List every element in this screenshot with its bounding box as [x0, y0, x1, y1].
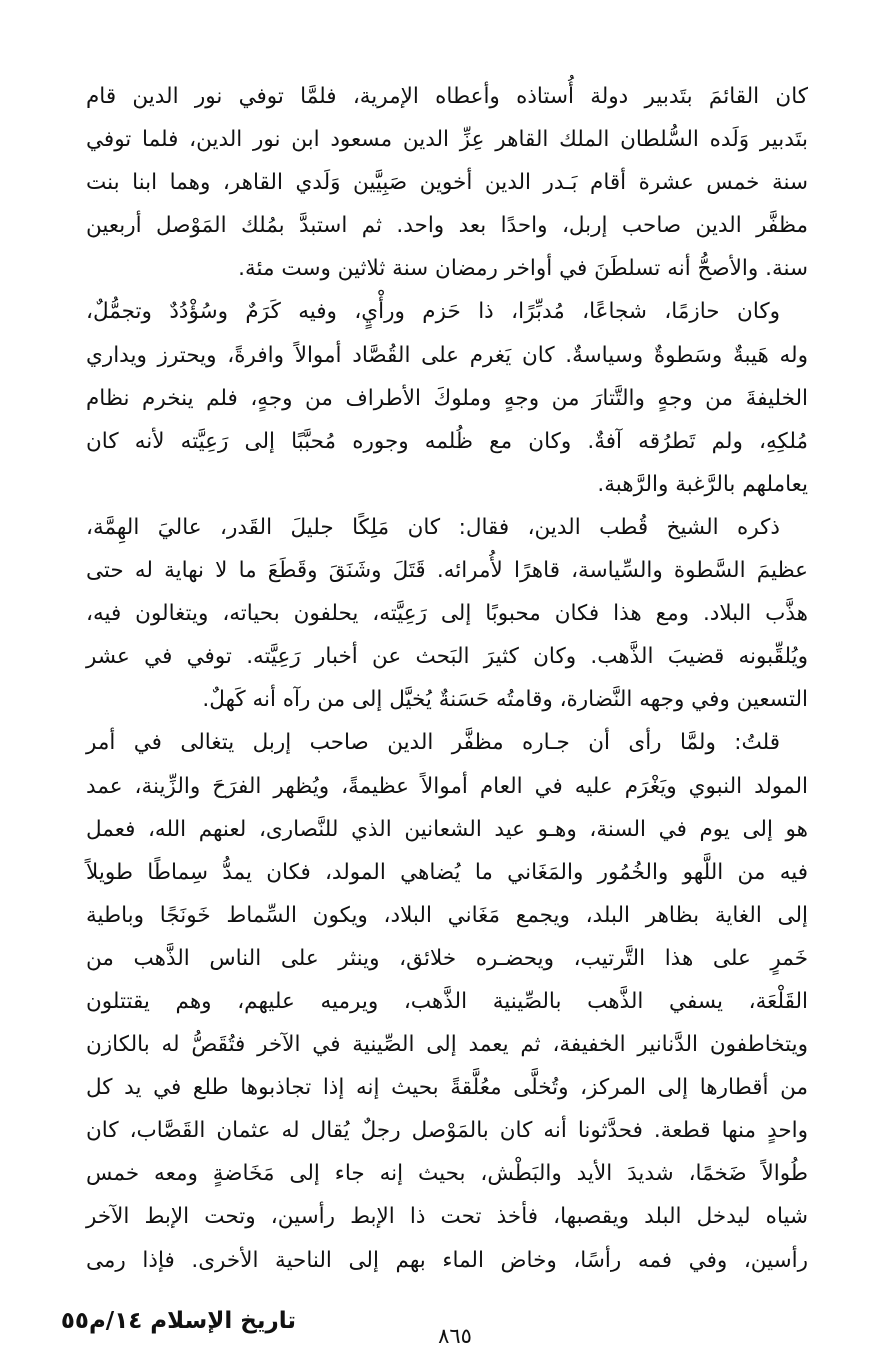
- text-line: هذَّب البلاد. ومع هذا فكان محبوبًا إلى رَعِيَّته، يحلفون بحياته، ويتغالون فيه،: [86, 601, 808, 627]
- text-line: مظفَّر الدين صاحب إربل، واحدًا بعد واحد. ثم استبدَّ بمُلك المَوْصل أربعين: [86, 213, 808, 239]
- text-line: التسعين وفي وجهه النَّضارة، وقامتُه حَسَنةٌ يُخيَّل إلى من رآه أنه كَهلٌ.: [202, 687, 808, 713]
- text-line: من أقطارها إلى المركز، وتُخلَّى معُلَّقةً بحيث إنه إذا تجاذبوها طلع في يد كل: [86, 1075, 808, 1101]
- text-line: فيه من اللَّهو والخُمُور والمَغَاني ما يُضاهي المولد، فكان يمدُّ سِماطًا طويلاً: [86, 859, 808, 885]
- text-line: ويتخاطفون الدَّنانير الخفيفة، ثم يعمد إلى الصِّينية في الآخر فتُقَصُّ له بالكازن: [86, 1032, 808, 1058]
- text-line: شياه ليدخل البلد ويقصبها، فأخذ تحت ذا الإبط رأسين، وتحت الإبط الآخر: [86, 1204, 808, 1230]
- body-text: [86, 75, 808, 1282]
- text-line: طُوالاً ضَخمًا، شديدَ الأيد والبَطْش، بحيث إنه جاء إلى مَخَاضةٍ ومعه خمس: [86, 1161, 808, 1187]
- text-line: القَلْعَة، يسفي الذَّهب بالصِّينية الذَّهب، ويرميه عليهم، وهم يقتتلون: [86, 988, 808, 1014]
- text-line: المولد النبوي ويَغْرَم عليه في العام أموالاً عظيمةً، ويُظهر الفرَحَ والزِّينة، عمد: [86, 773, 808, 799]
- signature-mark: تاريخ الإسلام ١٤/م٥٥: [60, 1308, 296, 1334]
- text-line: واحدٍ منها قطعة. فحدَّثونا أنه كان بالمَوْصل رجلٌ يُقال له عثمان القَصَّاب، كان: [86, 1118, 808, 1144]
- text-line: يعاملهم بالرَّغبة والرَّهبة.: [597, 471, 808, 497]
- text-line: ذكره الشيخ قُطب الدين، فقال: كان مَلِكًا جليلَ القَدر، عاليَ الهِمَّة،: [86, 514, 780, 540]
- text-line: عظيمَ السَّطوة والسِّياسة، قاهرًا لأُمرائه. قَتَلَ وشَنَقَ وقَطَعَ ما لا نهاية له حتى: [86, 558, 808, 584]
- text-line: هو إلى يوم في السنة، وهـو عيد الشعانين الذي للنَّصارى، لعنهم الله، فعمل: [86, 816, 808, 842]
- text-line: ويُلقِّبونه قضيبَ الذَّهب. وكان كثيرَ البَحث عن أخبار رَعِيَّته. توفي في عشر: [86, 644, 808, 670]
- text-line: سنة. والأصحُّ أنه تسلطَنَ في أواخر رمضان سنة ثلاثين وست مئة.: [238, 256, 808, 282]
- text-line: بتَدبير وَلَده السُّلطان الملك القاهر عِزِّ الدين مسعود ابن نور الدين، فلما توفي: [86, 127, 808, 153]
- text-line: إلى الغاية بظاهر البلد، ويجمع مَغَاني البلاد، ويكون السِّماط خَونَجًا وباطية: [86, 902, 808, 928]
- text-line: رأسين، وفي فمه رأسًا، وخاض الماء بهم إلى الناحية الأخرى. فإذا رمى: [86, 1247, 808, 1273]
- text-line: سنة خمس عشرة أقام بَـدر الدين أخوين صَبِيَّين وَلَدي القاهر، وهما ابنا بنت: [86, 170, 808, 196]
- page-number: ٨٦٥: [438, 1324, 472, 1348]
- text-line: وكان حازمًا، شجاعًا، مُدبِّرًا، ذا حَزم ورأْيٍ، وفيه كَرَمٌ وسُؤْدُدٌ وتجمُّلٌ،: [86, 299, 780, 325]
- text-line: قلتُ: ولمَّا رأى أن جـاره مظفَّر الدين صاحب إربل يتغالى في أمر: [86, 730, 780, 756]
- text-line: مُلكِهِ، ولم تَطرُقه آفةٌ. وكان مع ظُلمه وجوره مُحبَّبًا إلى رَعِيَّته لأنه كان: [86, 428, 808, 454]
- text-line: كان القائمَ بتَدبير دولة أُستاذه وأعطاه الإمرية، فلمَّا توفي نور الدين قام: [86, 84, 808, 109]
- text-line: خَمرٍ على هذا التَّرتيب، ويحضـره خلائق، وينثر على الناس الذَّهب من: [86, 945, 808, 971]
- text-line: وله هَيبةٌ وسَطوةٌ وسياسةٌ. كان يَغرم على القُصَّاد أموالاً وافرةً، ويحترز ويداري: [86, 342, 808, 368]
- text-line: الخليفةَ من وجهٍ والتَّتارَ من وجهٍ وملوكَ الأطراف من وجهٍ، فلم ينخرم نظام: [86, 385, 808, 411]
